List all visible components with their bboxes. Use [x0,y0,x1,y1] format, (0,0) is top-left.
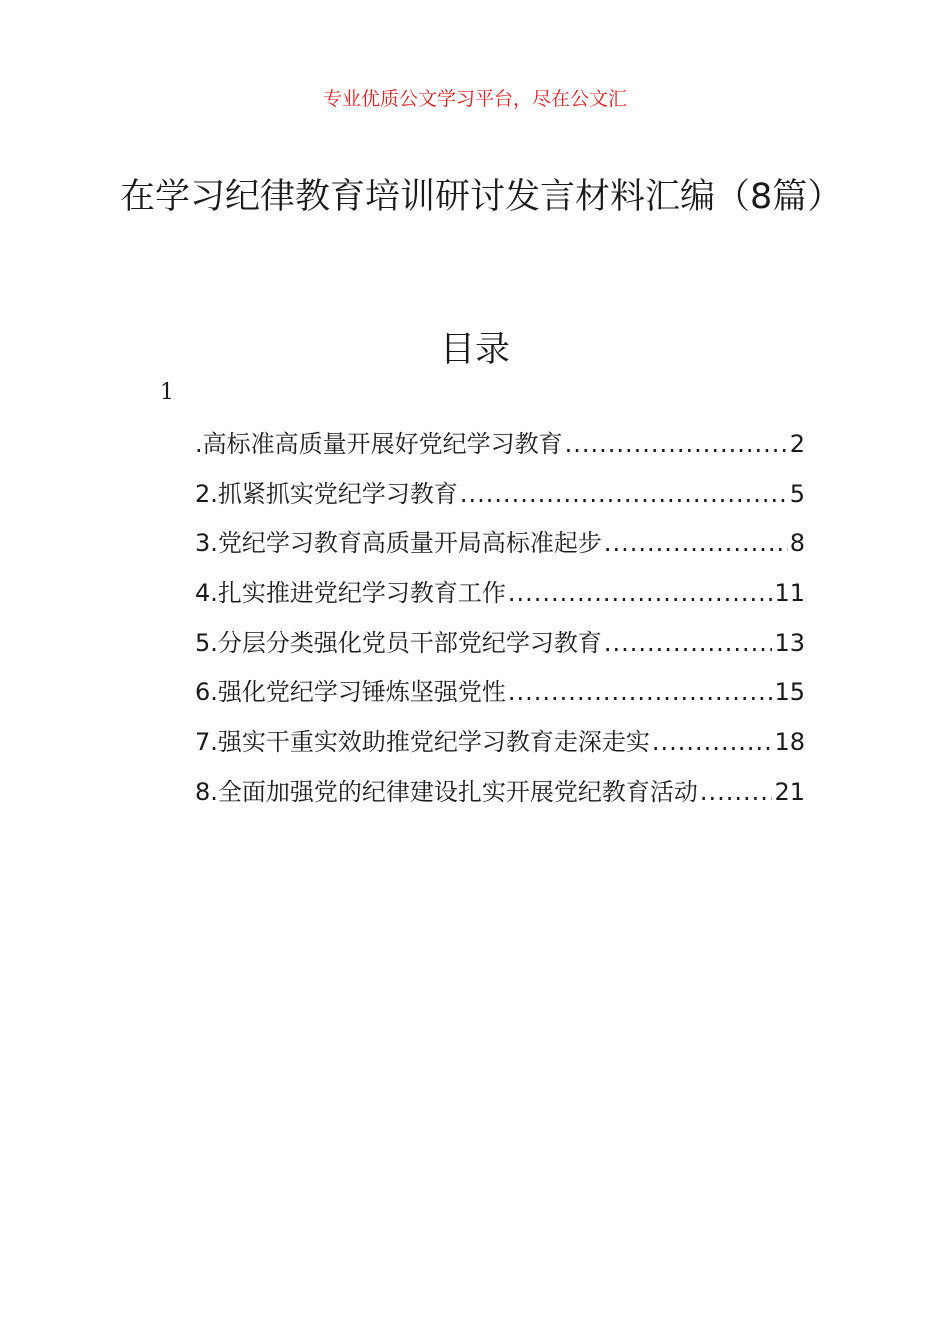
toc-entry-2[interactable] [195,470,805,520]
toc-entry-title: 5.分层分类强化党员干部党纪学习教育 [195,628,602,657]
toc-leader-dots [565,420,788,470]
toc-heading: 目录 [439,330,510,370]
toc-entry-title: 4.扎实推进党纪学习教育工作 [195,579,506,608]
toc-entry-1[interactable] [195,420,805,470]
toc-entry-3[interactable] [195,519,805,569]
toc-entry-page: 13 [774,628,805,657]
stray-number: 1 [160,380,174,405]
toc-leader-dots [604,619,773,669]
toc-entry-title: 8.全面加强党的纪律建设扎实开展党纪教育活动 [195,777,698,806]
toc-entry-title: 7.强实干重实效助推党纪学习教育走深走实 [195,728,650,757]
toc-entry-7[interactable] [195,718,805,768]
toc-entry-title: 2.抓紧抓实党纪学习教育 [195,479,458,508]
toc-leader-dots [508,569,773,619]
toc-leader-dots [652,718,773,768]
document-title: 在学习纪律教育培训研讨发言材料汇编（8篇） [120,177,843,217]
toc-entry-title: 3.党纪学习教育高质量开局高标准起步 [195,529,602,558]
toc-entry-page: 8 [789,529,805,558]
toc-leader-dots [604,519,788,569]
table-of-contents [195,420,805,818]
toc-entry-6[interactable] [195,668,805,718]
toc-entry-title: .高标准高质量开展好党纪学习教育 [195,430,563,458]
toc-leader-dots [508,668,773,718]
toc-entry-4[interactable] [195,569,805,619]
header-banner: 专业优质公文学习平台，尽在公文汇 [322,88,627,110]
toc-leader-dots [460,470,788,520]
toc-entry-page: 18 [774,728,805,757]
toc-entry-page: 21 [774,777,805,806]
toc-entry-page: 15 [774,678,805,707]
toc-entry-page: 11 [774,579,805,608]
toc-entry-page: 5 [789,479,805,508]
toc-entry-title: 6.强化党纪学习锤炼坚强党性 [195,678,506,707]
toc-entry-page: 2 [789,430,805,458]
toc-leader-dots [700,768,773,818]
toc-entry-8[interactable] [195,768,805,818]
toc-entry-5[interactable] [195,619,805,669]
